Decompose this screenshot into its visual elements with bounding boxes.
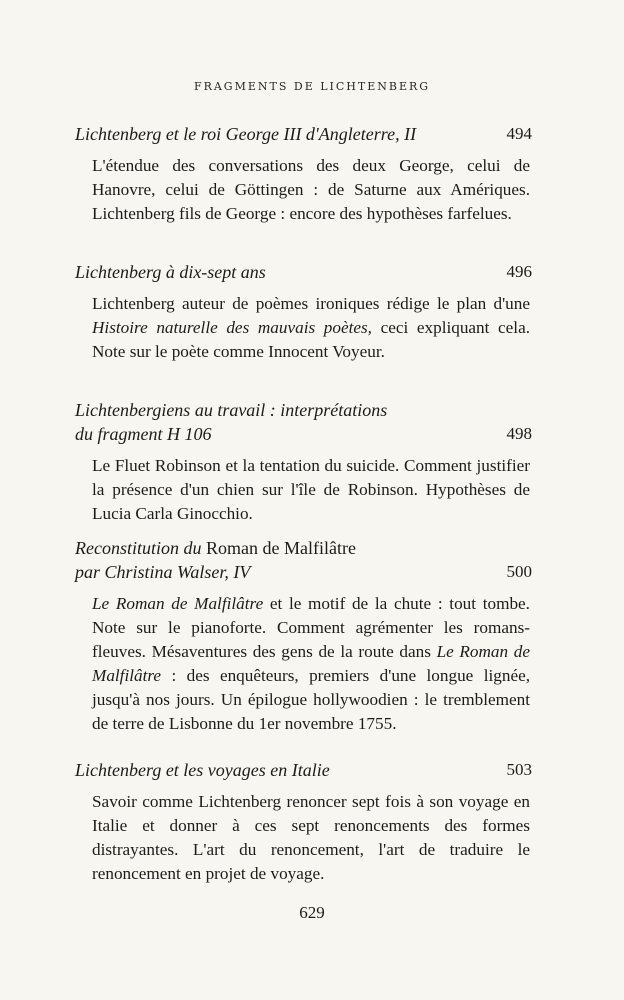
desc-part: et le motif de la chute : tout tombe. Note sur le pianoforte. Comment agrémenter les romans-fleuves. Mésaventures des gens de la route dans [92,594,530,661]
entry-title-text: Lichtenberg et les voyages en Italie [75,760,330,780]
entry-title-line1: Lichtenbergiens au travail : interprétations [75,400,388,420]
entry-title [75,758,530,782]
desc-part-italic: Le Roman de Malfilâtre [92,642,530,685]
entry-title-line2: par Christina Walser, IV [75,562,251,582]
entry-page-number: 494 [506,124,532,143]
entry-page-number: 500 [506,562,532,581]
toc-entry [75,122,530,226]
entry-description: L'étendue des conversations des deux George, celui de Hanovre, celui de Göttingen : de Saturne aux Amériques. Lichtenberg fils de George : encore des hypothèses farfelues. [92,156,530,223]
entry-title-line1 [75,536,530,560]
toc-entry [75,758,530,886]
entry-title [75,122,530,146]
entry-description: Le Fluet Robinson et la tentation du suicide. Comment justifier la présence d'un chien sur l'île de Robinson. Hypothèses de Lucia Carla Ginocchio. [92,456,530,523]
toc-entry [75,536,530,736]
desc-part: ceci expliquant cela. Note sur le poète comme Innocent Voyeur. [92,318,530,361]
entry-title-text: Lichtenberg et le roi George III d'Angleterre, II [75,124,417,144]
page-number: 629 [299,903,325,922]
entry-page-number: 498 [506,424,532,443]
desc-part-italic: Histoire naturelle des mauvais poètes, [92,318,372,337]
entry-page-number: 496 [506,262,532,281]
entry-page-number: 503 [506,760,532,779]
entry-title-line2: du fragment H 106 [75,424,212,444]
entry-title [75,260,530,284]
running-header: FRAGMENTS DE LICHTENBERG [193,80,431,93]
desc-part: Lichtenberg auteur de poèmes ironiques rédige le plan d'une [92,294,530,313]
desc-part-italic: Le Roman de Malfilâtre [92,594,264,613]
title-part: Reconstitution du [75,538,206,558]
entry-title [75,536,530,584]
toc-entry [75,398,530,526]
entry-description [92,592,530,736]
desc-part: : des enquêteurs, premiers d'une longue lignée, jusqu'à nos jours. Un épilogue hollywoodien : le tremblement de terre de Lisbonne du 1er novembre 1755. [92,666,530,733]
entry-title [75,398,530,446]
entry-description: Savoir comme Lichtenberg renoncer sept fois à son voyage en Italie et donner à ces sept renoncements des formes distrayantes. L'art du renoncement, l'art de traduire le renoncement en projet de voyage. [92,792,530,883]
entry-title-text: Lichtenberg à dix-sept ans [75,262,266,282]
toc-entry [75,260,530,364]
title-part-roman: Roman de Malfilâtre [205,538,356,558]
entry-description [92,292,530,364]
